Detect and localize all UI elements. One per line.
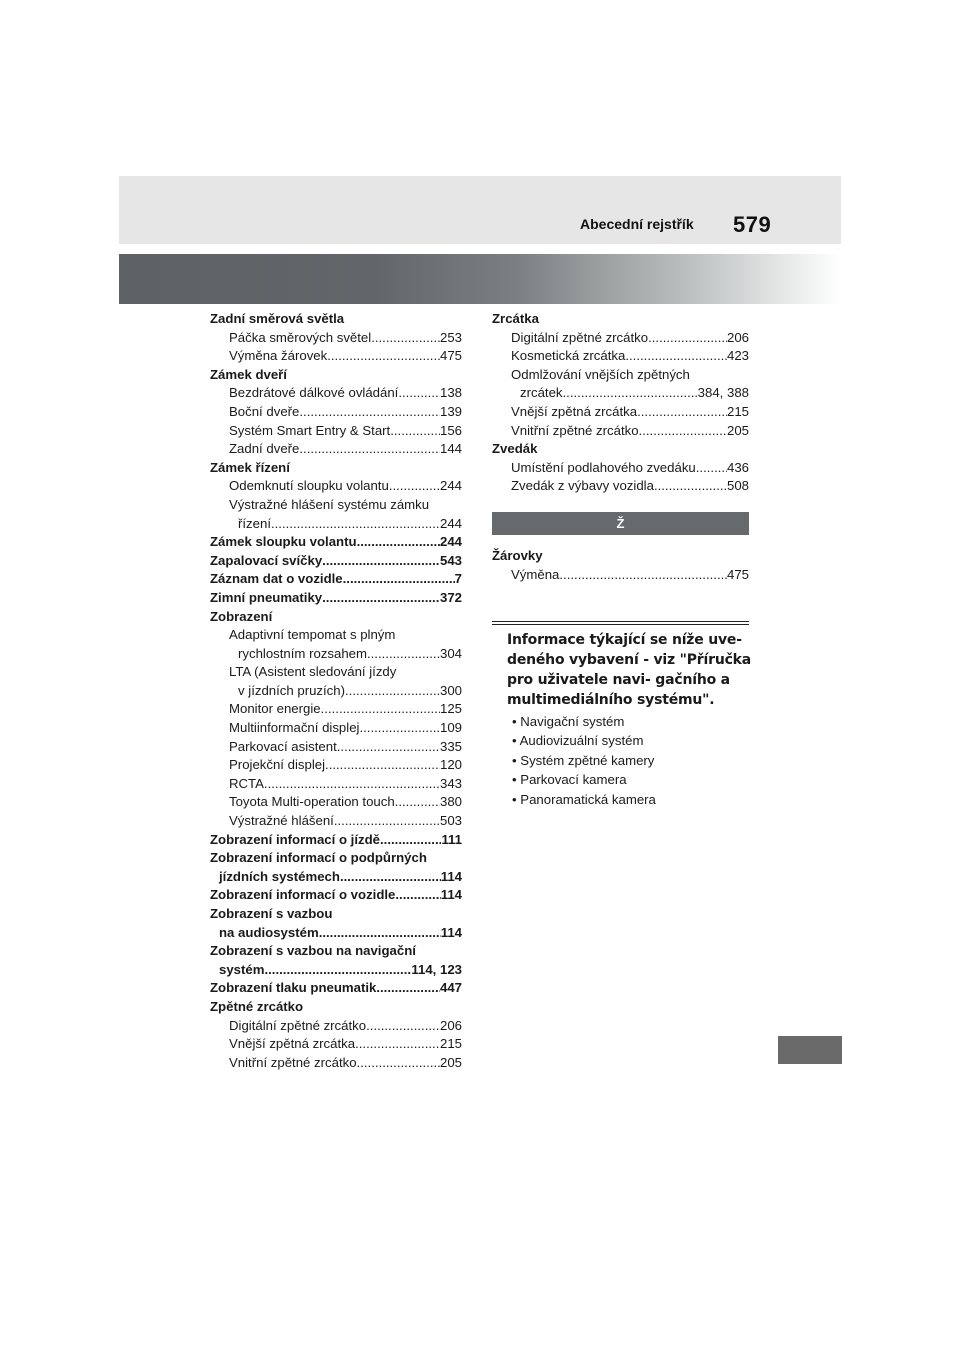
dot-leader [340,868,441,887]
index-entry-page: 111 [441,831,462,847]
index-entry [492,403,749,422]
index-entry-label: řízení [238,515,271,531]
index-entry [210,1017,462,1036]
index-entry [210,626,462,645]
index-entry [492,384,749,403]
index-entry-label: Výstražné hlášení [229,813,334,829]
index-group-top [492,310,749,496]
index-entry-label: Multiinformační displej [229,720,360,736]
bullet-icon: • [512,772,521,788]
dot-leader [355,1035,440,1054]
index-entry [210,831,462,850]
index-entry-label: Zobrazení s vazbou na navigační [210,943,416,959]
index-entry-label: Zvedák [492,441,538,457]
index-entry-label: Zobrazení tlaku pneumatik [210,980,377,996]
dot-leader [639,422,727,441]
index-entry [492,459,749,478]
index-entry [210,459,462,478]
index-entry-label: Zobrazení informací o podpůrných [210,850,427,866]
index-entry [492,366,749,385]
info-list-item [512,731,757,750]
index-entry [210,868,462,887]
index-entry [210,812,462,831]
index-entry [210,905,462,924]
index-entry-page: 120 [439,757,462,773]
index-entry [210,366,462,385]
index-entry-page: 508 [726,478,749,494]
dot-leader [366,1017,440,1036]
index-entry [210,477,462,496]
index-entry [210,775,462,794]
index-entry-label: Kosmetická zrcátka [511,348,626,364]
dot-leader [389,477,440,496]
index-entry [210,682,462,701]
index-entry-label: v jízdních pruzích) [238,682,346,698]
index-entry-page: 244 [439,534,462,550]
dot-leader [327,347,440,366]
bullet-icon: • [512,791,521,807]
info-title: Informace týkající se níže uve-deného vybavení - viz "Příručka pro uživatele navi- gačního a multimediálního systému". [507,632,752,708]
index-entry-label: Zámek dveří [210,366,287,382]
dot-leader [380,831,441,850]
index-entry [210,1054,462,1073]
index-entry-label: Zpětné zrcátko [210,998,304,1014]
index-entry-label: Odemknutí sloupku volantu [229,478,389,494]
dot-leader [299,403,440,422]
index-entry-page: 114 [440,887,462,903]
index-entry-label: Výměna žárovek [229,348,328,364]
index-entry-page: 343 [439,775,462,791]
index-entry [492,440,749,459]
dot-leader [367,645,440,664]
header-gradient-band [119,254,841,304]
index-entry [492,310,749,329]
dot-leader [648,329,727,348]
index-entry-page: 244 [439,515,462,531]
index-entry-page: 7 [454,571,462,587]
dot-leader [322,552,440,571]
dot-leader [398,384,440,403]
index-entry-label: Zvedák z výbavy vozidla [511,478,654,494]
index-entry-page: 447 [439,980,462,996]
index-entry-label: Projekční displej [229,757,326,773]
index-entry [210,533,462,552]
index-entry-page: 114 [440,868,462,884]
dot-leader [271,515,440,534]
index-entry [492,566,749,585]
index-entry-label: Zobrazení informací o jízdě [210,831,380,847]
index-entry [210,422,462,441]
dot-leader [264,775,440,794]
index-entry-page: 436 [726,459,749,475]
index-entry-page: 109 [439,720,462,736]
index-entry [210,384,462,403]
index-entry-page: 244 [439,478,462,494]
index-entry-page: 380 [439,794,462,810]
index-entry [210,849,462,868]
index-entry-label: Toyota Multi-operation touch [229,794,395,810]
index-entry-label: Zobrazení s vazbou [210,906,333,921]
index-entry-page: 543 [439,552,462,568]
index-entry [210,1035,462,1054]
index-entry-page: 384, 388 [697,385,749,401]
index-entry [210,608,462,627]
index-entry [210,700,462,719]
info-list-item [512,751,757,770]
bullet-icon: • [512,752,521,768]
info-list-item-text: Parkovací kamera [520,772,627,788]
chapter-tab-marker [778,1036,842,1064]
dot-leader [563,384,698,403]
index-entry-label: Záznam dat o vozidle [210,571,343,587]
dot-leader [325,756,440,775]
dot-leader [654,477,727,496]
info-list-item-text: Systém zpětné kamery [520,752,655,768]
page-number: 579 [733,212,772,237]
info-box [507,630,757,809]
index-entry [210,961,462,980]
index-entry-label: RCTA [229,775,264,791]
dot-leader [696,459,727,478]
index-entry-label: Výměna [511,566,560,582]
info-list-item [512,712,757,731]
index-entry-label: Digitální zpětné zrcátko [229,1017,367,1033]
dot-leader [559,566,727,585]
index-entry [210,310,462,329]
index-entry-label: Vnější zpětná zrcátka [511,403,638,419]
index-entry-page: 372 [439,589,462,605]
index-entry-label: Zobrazení informací o vozidle [210,887,396,903]
index-entry-page: 206 [726,329,749,345]
index-entry-label: Umístění podlahového zvedáku [511,459,696,475]
index-entry [492,347,749,366]
info-list-item-text: Navigační systém [520,714,625,729]
index-entry [210,719,462,738]
index-entry [492,422,749,441]
dot-leader [395,793,440,812]
index-entry-label: Monitor energie [229,701,321,717]
index-column-left [210,310,462,1072]
dot-leader [637,403,727,422]
info-list-item [512,790,757,809]
info-list-item [512,770,757,789]
index-group-bottom [492,547,749,584]
index-entry-page: 335 [439,738,462,754]
dot-leader [321,700,440,719]
index-entry [210,942,462,961]
dot-leader [395,886,440,905]
letter-heading: Ž [492,512,749,535]
index-entry-label: Digitální zpětné zrcátko [511,329,649,345]
index-entry-label: Vnější zpětná zrcátka [229,1036,356,1052]
index-entry-page: 215 [439,1036,462,1052]
index-entry-page: 125 [439,701,462,717]
index-entry [210,793,462,812]
index-entry-label: Vnitřní zpětné zrcátko [229,1054,357,1070]
index-entry [210,440,462,459]
index-entry-page: 114, 123 [411,961,462,977]
index-entry-page: 253 [439,329,462,345]
dot-leader [319,924,441,943]
index-entry-label: Systém Smart Entry & Start [229,422,391,438]
index-entry [210,886,462,905]
dot-leader [357,533,440,552]
index-entry-label: Zadní dveře [229,441,300,457]
index-entry [492,329,749,348]
index-entry-label: Zobrazení [210,608,273,624]
bullet-icon: • [512,733,520,749]
index-entry-label: Zámek sloupku volantu [210,534,357,550]
dot-leader [359,719,440,738]
index-entry-label: Zapalovací svíčky [210,552,323,568]
index-column-right [492,310,749,584]
index-entry [492,547,749,566]
info-separator [492,621,749,625]
index-entry-label: Zadní směrová světla [210,311,345,326]
dot-leader [357,1054,440,1073]
index-entry-page: 503 [439,813,462,829]
index-entry-page: 139 [439,403,462,419]
index-entry-page: 144 [439,441,462,457]
dot-leader [264,961,411,980]
index-entry-label: Boční dveře [229,403,300,419]
info-list [507,712,757,809]
dot-leader [376,979,440,998]
info-list-item-text: Audiovizuální systém [519,733,644,749]
index-entry-page: 215 [726,403,749,419]
index-entry [210,924,462,943]
index-entry [210,756,462,775]
index-entry [210,998,462,1017]
index-entry-label: jízdních systémech [219,868,340,884]
index-entry [210,979,462,998]
index-entry-label: Zimní pneumatiky [210,589,323,605]
dot-leader [345,682,440,701]
index-entry-label: rychlostním rozsahem [238,645,367,661]
index-entry [210,496,462,515]
info-list-item-text: Panoramatická kamera [520,791,656,807]
index-entry [210,589,462,608]
index-entry-label: na audiosystém [219,924,319,940]
dot-leader [390,422,440,441]
index-entry-page: 114 [440,924,462,940]
index-entry [210,570,462,589]
index-entry-page: 138 [439,385,462,401]
index-entry [210,347,462,366]
index-entry-page: 475 [439,348,462,364]
dot-leader [299,440,440,459]
index-entry-label: Parkovací asistent [229,738,337,754]
dot-leader [337,738,440,757]
spacer [492,535,749,547]
index-entry [210,403,462,422]
dot-leader [625,347,727,366]
index-entry [210,663,462,682]
dot-leader [343,570,455,589]
index-entry-label: Zrcátka [492,311,539,326]
index-entry-label: zrcátek [520,385,563,401]
index-entry-label: systém [219,961,265,977]
bullet-icon: • [512,714,521,729]
index-entry [210,329,462,348]
index-entry-label: LTA (Asistent sledování jízdy [229,664,397,680]
index-entry [210,552,462,571]
index-entry-label: Žárovky [492,547,543,563]
dot-leader [334,812,440,831]
index-entry-page: 205 [439,1054,462,1070]
index-entry-page: 423 [726,348,749,364]
index-entry-page: 300 [439,682,462,698]
index-entry-label: Bezdrátové dálkové ovládání [229,385,399,401]
section-title: Abecední rejstřík [580,216,694,232]
index-entry-label: Odmlžování vnějších zpětných [511,366,690,382]
index-entry-label: Páčka směrových světel [229,329,372,345]
dot-leader [371,329,440,348]
index-entry [210,645,462,664]
index-entry-page: 475 [726,566,749,582]
index-entry [210,738,462,757]
dot-leader [322,589,440,608]
index-entry-page: 304 [439,645,462,661]
index-entry-page: 156 [439,422,462,438]
index-entry-page: 206 [439,1017,462,1033]
index-entry-page: 205 [726,422,749,438]
index-entry-label: Vnitřní zpětné zrcátko [511,422,639,438]
index-entry-label: Výstražné hlášení systému zámku [229,496,430,512]
index-entry-label: Adaptivní tempomat s plným [229,627,396,643]
index-entry [210,515,462,534]
index-entry-label: Zámek řízení [210,459,290,475]
index-entry [492,477,749,496]
